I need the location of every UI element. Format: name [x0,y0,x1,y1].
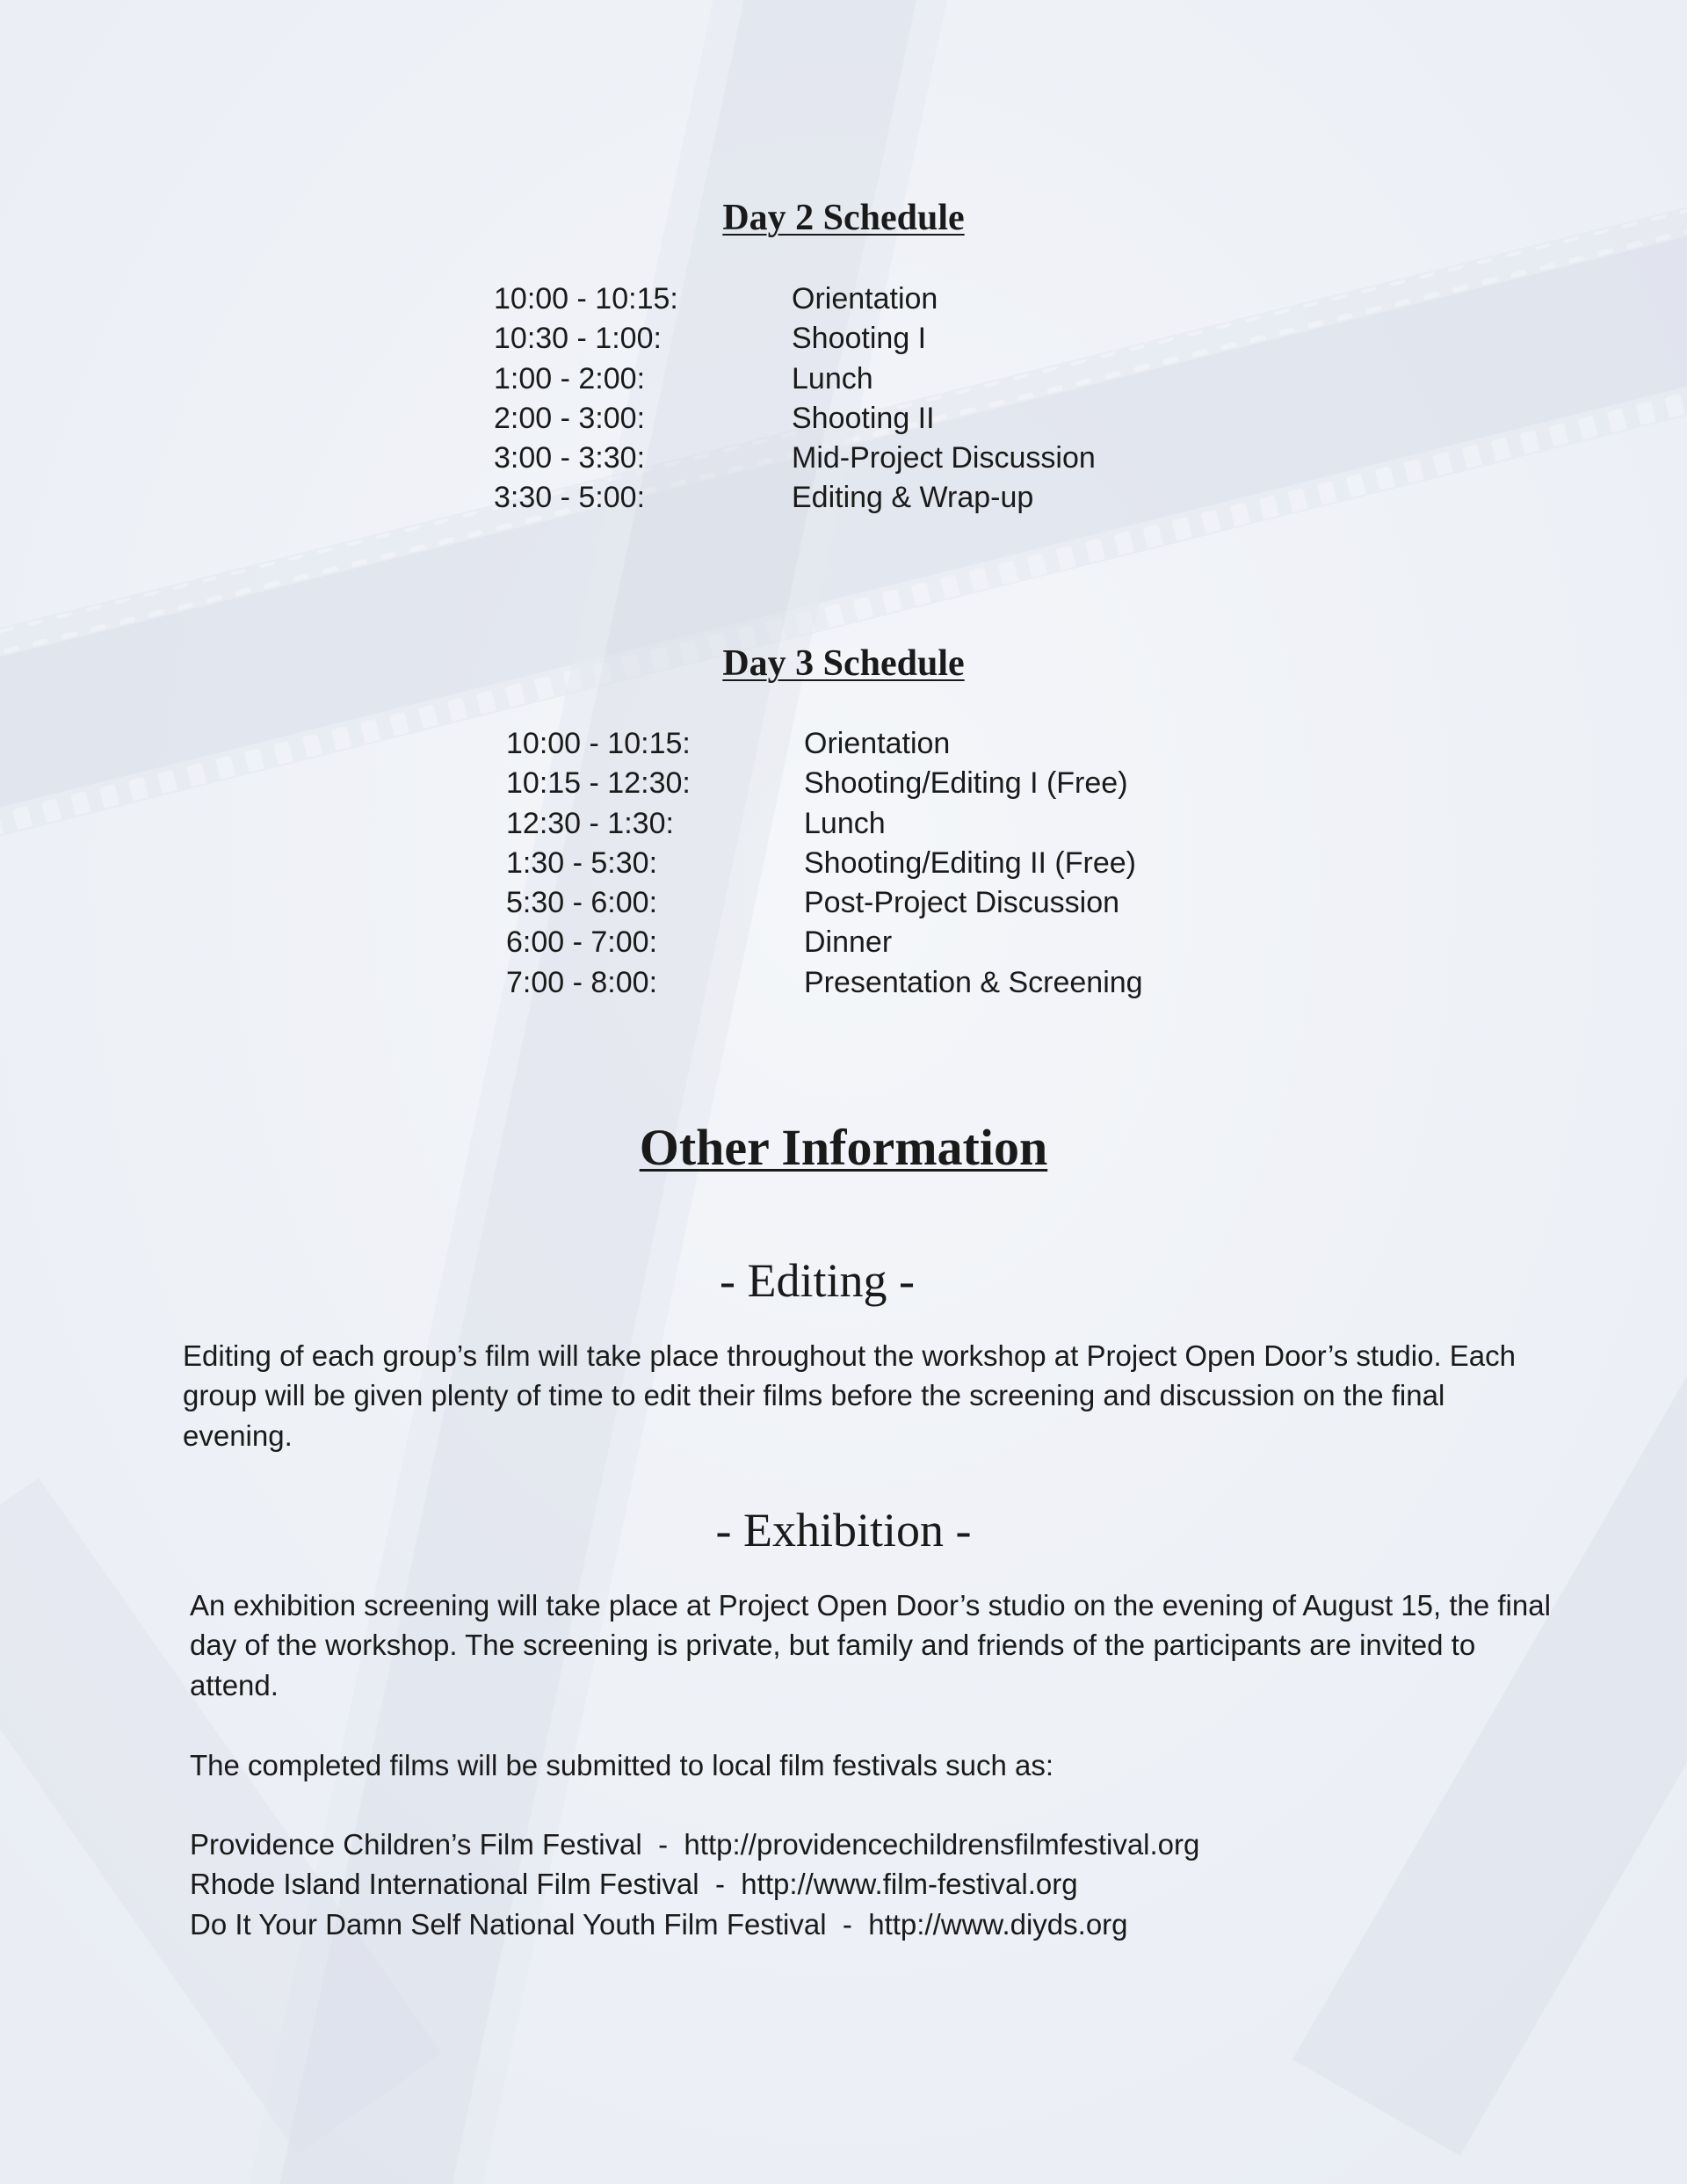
festival-separator: - [641,1828,684,1861]
day3-activity: Shooting/Editing I (Free) [804,766,1128,801]
day3-time: 5:30 - 6:00: [506,886,658,920]
festival-name: Rhode Island International Film Festival [190,1868,699,1901]
day2-time: 3:00 - 3:30: [494,441,646,475]
festival-url-link[interactable]: http://www.diyds.org [868,1907,1128,1941]
day2-row [494,439,1096,478]
day2-row [494,399,1096,439]
day2-row [494,478,1096,518]
day3-time: 10:00 - 10:15: [506,727,691,760]
day2-row [494,359,1096,399]
day2-row [494,279,1096,319]
day2-activity: Orientation [792,282,938,316]
festival-item [190,1905,1560,1944]
day3-row [506,804,1143,844]
day2-title: Day 2 Schedule [722,198,965,238]
editing-title: - Editing - [720,1254,915,1307]
day2-activity: Shooting II [792,401,935,435]
day2-activity: Editing & Wrap-up [792,481,1034,515]
day2-time: 10:30 - 1:00: [494,322,662,356]
day3-time: 12:30 - 1:30: [506,806,674,840]
day3-row [506,923,1143,962]
festival-list [190,1825,1560,1944]
day2-activity: Mid-Project Discussion [792,441,1096,475]
festival-url-link[interactable]: http://www.film-festival.org [741,1868,1078,1901]
day3-row [506,844,1143,883]
day2-row [494,319,1096,359]
day3-time: 7:00 - 8:00: [506,965,658,999]
day3-row [506,724,1143,764]
day3-activity: Post-Project Discussion [804,886,1120,920]
festival-separator: - [826,1907,869,1941]
day2-schedule [494,279,1096,519]
day2-time: 10:00 - 10:15: [494,282,678,316]
festivals-intro: The completed films will be submitted to local film festivals such as: [190,1749,1054,1781]
day3-schedule [506,724,1143,1003]
day3-title: Day 3 Schedule [722,643,965,684]
day3-activity: Lunch [804,806,886,840]
day2-time: 1:00 - 2:00: [494,361,646,395]
day3-activity: Orientation [804,727,951,760]
day3-row [506,963,1143,1003]
day3-time: 10:15 - 12:30: [506,766,691,801]
day3-activity: Dinner [804,925,893,960]
day3-activity: Shooting/Editing II (Free) [804,845,1136,880]
editing-paragraph: Editing of each group’s film will take place throughout the workshop at Project Open Door’s studio. Each group will be given plenty of time to edit their films before the screening and discussion on the final evening. [183,1339,1517,1452]
exhibition-paragraph: An exhibition screening will take place at Project Open Door’s studio on the evening of August 15, the final day of the workshop. The screening is private, but family and friends of the participants are invited to attend. [190,1589,1551,1701]
festival-url-link[interactable]: http://providencechildrensfilmfestival.org [684,1828,1200,1861]
day3-time: 6:00 - 7:00: [506,925,658,960]
exhibition-title: - Exhibition - [715,1504,972,1556]
day2-time: 2:00 - 3:00: [494,401,646,435]
festival-item [190,1825,1560,1864]
day2-activity: Lunch [792,361,873,395]
day2-time: 3:30 - 5:00: [494,481,646,515]
festival-separator: - [699,1868,742,1901]
festival-name: Providence Children’s Film Festival [190,1828,642,1861]
day2-activity: Shooting I [792,322,927,356]
other-information-title: Other Information [639,1119,1048,1176]
day3-time: 1:30 - 5:30: [506,845,658,880]
day3-row [506,764,1143,803]
festival-item [190,1864,1560,1904]
day3-row [506,883,1143,923]
day3-activity: Presentation & Screening [804,965,1143,999]
festival-name: Do It Your Damn Self National Youth Film Festival [190,1907,827,1941]
